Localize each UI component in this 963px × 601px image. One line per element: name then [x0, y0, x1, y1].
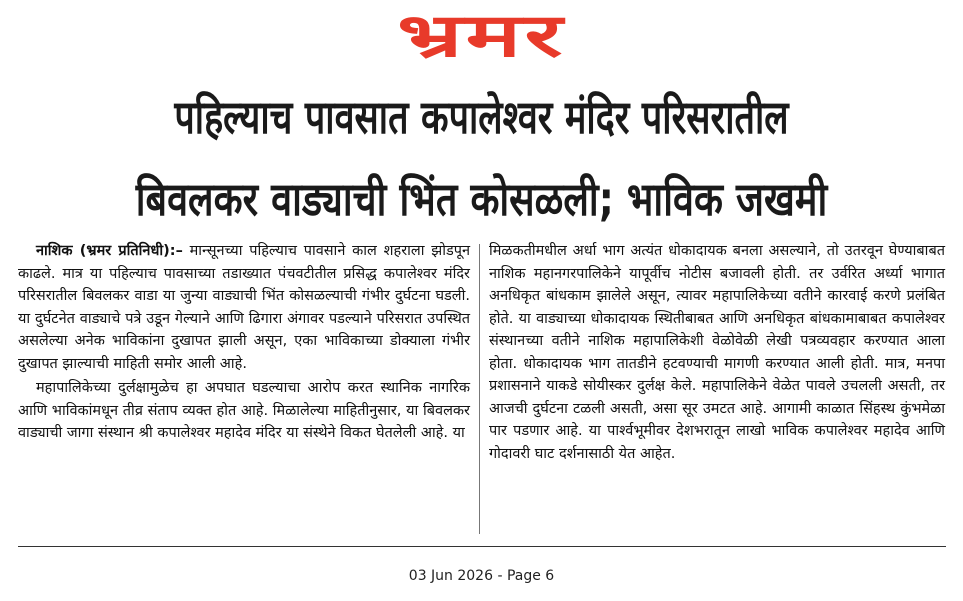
headline-line-2: बिवलकर वाड्याची भिंत कोसळली; भाविक जखमी [135, 172, 828, 226]
article-column-right [489, 240, 945, 467]
column-divider [479, 244, 480, 534]
page-footer: 03 Jun 2026 - Page 6 [408, 568, 555, 584]
headline-line-1: पहिल्याच पावसात कपालेश्वर मंदिर परिसरातील [174, 90, 789, 144]
bottom-divider [18, 546, 946, 547]
masthead-logo: भ्रमर [397, 1, 566, 71]
masthead [0, 0, 963, 72]
article-paragraph-3: मिळकतीमधील अर्धा भाग अत्यंत धोकादायक बनला असल्याने, तो उतरवून घेण्याबाबत नाशिक महानगरपालिकेने यापूर्वीच नोटीस बजावली होती. तर उर्वरित अर्ध्या भागात अनधिकृत बांधकाम झालेले असून, त्यावर महापालिकेच्या वतीने कारवाई करणे प्रलंबित होते. या वाड्याच्या धोकादायक स्थितीबाबत आणि अनधिकृत बांधकामाबाबत कपालेश्वर संस्थानच्या वतीने नाशिक महापालिकेशी वेळोवेळी लेखी पत्रव्यवहार करण्यात आला होता. धोकादायक भाग तातडीने हटवण्याची मागणी करण्यात आली होती. मात्र, मनपा प्रशासनाने याकडे सोयीस्कर दुर्लक्ष केले. महापालिकेने वेळेत पावले उचलली असती, तर आजची दुर्घटना टळली असती, असा सूर उमटत आहे. आगामी काळात सिंहस्थ कुंभमेळा पार पडणार आहे. या पार्श्वभूमीवर देशभरातून लाखो भाविक कपालेश्वर महादेव आणि गोदावरी घाट दर्शनासाठी येत आहेत. [489, 243, 945, 462]
article-column-left [18, 240, 470, 447]
article-paragraph-2: महापालिकेच्या दुर्लक्षामुळेच हा अपघात घडल्याचा आरोप करत स्थानिक नागरिक आणि भाविकांमधून तीव्र संताप व्यक्त होत आहे. मिळालेल्या माहितीनुसार, या बिवलकर वाड्याची जागा संस्थान श्री कपालेश्वर महादेव मंदिर या संस्थेने विकत घेतलेली आहे. या [18, 380, 470, 441]
article-paragraph-1-text: मान्सूनच्या पहिल्याच पावसाने काल शहराला झोडपून काढले. मात्र या पहिल्याच पावसाच्या तडाख्यात पंचवटीतील प्रसिद्ध कपालेश्वर मंदिर परिसरातील बिवलकर वाडा या जुन्या वाड्याची भिंत कोसळल्याची गंभीर दुर्घटना घडली. या दुर्घटनेत वाड्याचे पत्रे उडून गेल्याने आणि ढिगारा अंगावर पडल्याने परिसरात उपस्थित असलेल्या अनेक भाविकांना दुखापत झाली असून, एका भाविकाच्या डोक्याला गंभीर दुखापत झाल्याची माहिती समोर आली आहे. [18, 243, 470, 372]
article-dateline: नाशिक (भ्रमर प्रतिनिधी):– [36, 243, 183, 259]
article-paragraph-1 [18, 240, 470, 375]
